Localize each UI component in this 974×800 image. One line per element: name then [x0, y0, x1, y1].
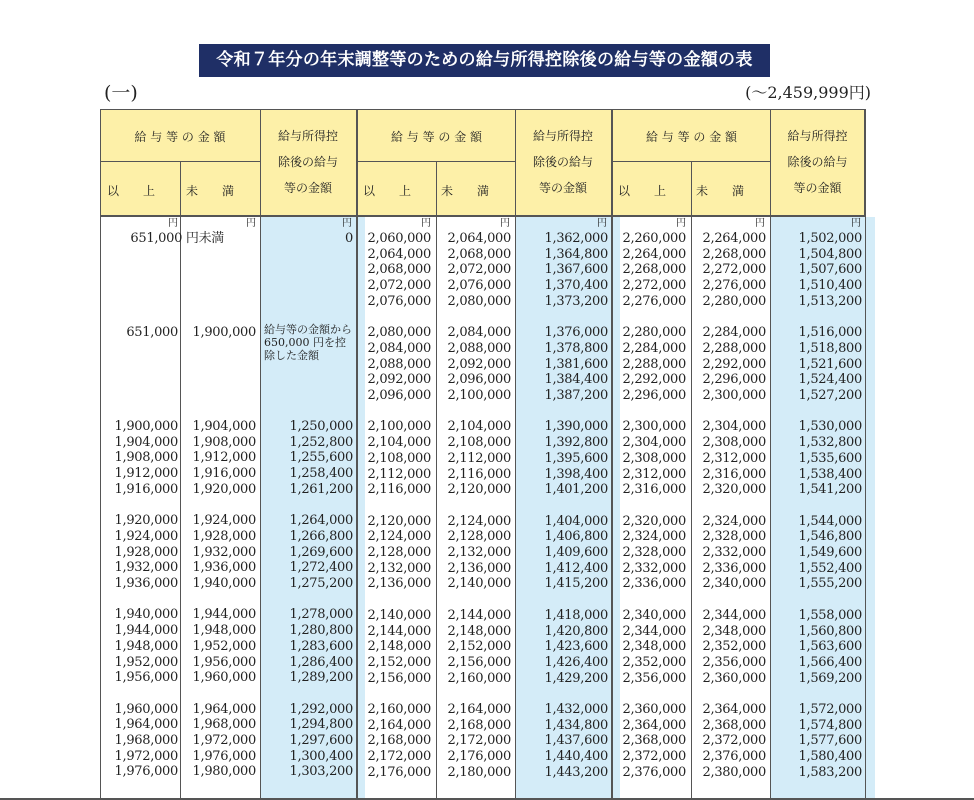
table-cell-to: 2,176,000 [447, 749, 511, 765]
table-cell-to: 2,068,000 [447, 246, 511, 262]
table-cell-to: 2,144,000 [447, 607, 511, 623]
table-cell-from: 2,112,000 [367, 466, 431, 482]
table-cell-amount: 1,409,600 [544, 545, 608, 560]
table-cell-amount: 1,423,600 [544, 639, 608, 655]
table-cell-from: 2,304,000 [622, 435, 686, 451]
table-cell-amount: 1,502,000 [798, 231, 862, 246]
table-cell-amount: 1,577,600 [798, 733, 862, 749]
table-cell-from: 2,072,000 [367, 278, 431, 294]
table-cell-from: 2,368,000 [622, 733, 686, 749]
table-cell-to: 2,128,000 [447, 529, 511, 545]
table-cell-from: 2,280,000 [622, 325, 686, 341]
table-cell-to: 2,088,000 [447, 340, 511, 356]
table-cell-from: 2,140,000 [367, 607, 431, 623]
second-row-to: 1,900,000 [192, 325, 256, 340]
table-cell-amount: 1,289,200 [289, 670, 353, 686]
table-cell-from: 2,348,000 [622, 639, 686, 655]
table-cell-amount: 1,392,800 [544, 435, 608, 451]
table-right-border [865, 109, 866, 800]
table-cell-from: 2,096,000 [367, 388, 431, 403]
table-cell-amount: 1,373,200 [544, 293, 608, 309]
table-cell-from: 2,372,000 [622, 749, 686, 765]
table-cell-amount: 1,367,600 [544, 262, 608, 278]
table-cell-amount: 1,362,000 [544, 231, 608, 246]
table-cell-to: 2,308,000 [702, 435, 766, 451]
table-cell-amount: 1,303,200 [289, 764, 353, 780]
table-cell-to: 2,116,000 [447, 466, 511, 482]
table-cell-to: 1,964,000 [192, 701, 256, 717]
table-cell-amount: 1,250,000 [289, 419, 353, 434]
table-cell-to: 2,072,000 [447, 262, 511, 278]
table-cell-from: 1,916,000 [114, 481, 178, 497]
table-cell-to: 1,932,000 [192, 544, 256, 560]
table-cell-from: 2,320,000 [622, 513, 686, 529]
table-cell-amount: 1,535,600 [798, 450, 862, 466]
table-cell-to: 2,164,000 [447, 702, 511, 717]
table-cell-amount: 1,300,400 [289, 748, 353, 764]
table-cell-to: 2,168,000 [447, 717, 511, 733]
table-cell-to: 2,140,000 [447, 576, 511, 592]
table-cell-from: 1,900,000 [114, 419, 178, 434]
header-to: 未 満 [186, 184, 235, 198]
table-cell-to: 1,980,000 [192, 764, 256, 780]
table-cell-from: 2,092,000 [367, 372, 431, 388]
table-cell-from: 2,316,000 [622, 482, 686, 498]
table-cell-to: 2,272,000 [702, 262, 766, 278]
page-title: 令和７年分の年末調整等のための給与所得控除後の給与等の金額の表 [199, 44, 770, 77]
table-cell-amount: 1,541,200 [798, 482, 862, 498]
table-cell-from: 2,160,000 [367, 702, 431, 717]
yen-unit: 円 [421, 218, 431, 229]
table-cell-from: 1,956,000 [114, 670, 178, 686]
table-cell-from: 2,104,000 [367, 435, 431, 451]
table-cell-from: 1,928,000 [114, 544, 178, 560]
table-cell-amount: 1,437,600 [544, 733, 608, 749]
table-cell-to: 1,976,000 [192, 748, 256, 764]
table-cell-amount: 1,432,000 [544, 702, 608, 717]
table-cell-to: 2,332,000 [702, 545, 766, 560]
table-cell-to: 1,956,000 [192, 654, 256, 670]
header-from: 以 上 [107, 184, 156, 198]
table-cell-to: 2,344,000 [702, 607, 766, 623]
table-cell-amount: 1,258,400 [289, 466, 353, 482]
table-cell-amount: 1,387,200 [544, 388, 608, 403]
table-cell-from: 2,272,000 [622, 278, 686, 294]
table-cell-amount: 1,364,800 [544, 246, 608, 262]
table-cell-to: 2,156,000 [447, 654, 511, 670]
table-cell-to: 2,328,000 [702, 529, 766, 545]
table-cell-to: 1,928,000 [192, 528, 256, 544]
table-cell-to: 2,368,000 [702, 717, 766, 733]
table-cell-from: 2,332,000 [622, 560, 686, 576]
table-cell-to: 2,372,000 [702, 733, 766, 749]
table-cell-from: 1,952,000 [114, 654, 178, 670]
table-cell-amount: 1,434,800 [544, 717, 608, 733]
header-deduction-line: 等の金額 [283, 181, 332, 195]
table-cell-amount: 1,563,600 [798, 639, 862, 655]
table-cell-amount: 1,538,400 [798, 466, 862, 482]
table-cell-to: 2,312,000 [702, 450, 766, 466]
table-cell-amount: 1,583,200 [798, 764, 862, 780]
table-cell-amount: 1,390,000 [544, 419, 608, 435]
table-cell-from: 1,944,000 [114, 623, 178, 639]
second-row-from: 651,000 [126, 325, 178, 340]
table-cell-to: 1,948,000 [192, 623, 256, 639]
table-cell-amount: 1,507,600 [798, 262, 862, 278]
table-cell-to: 2,132,000 [447, 545, 511, 560]
header-to: 未 満 [696, 184, 745, 198]
table-cell-amount: 1,560,800 [798, 623, 862, 639]
header-deduction-line: 給与所得控 [787, 129, 848, 143]
table-cell-from: 2,340,000 [622, 607, 686, 623]
header-deduction [770, 123, 865, 201]
table-cell-from: 1,904,000 [114, 434, 178, 450]
table-cell-to: 2,172,000 [447, 733, 511, 749]
table-cell-to: 2,288,000 [702, 340, 766, 356]
table-cell-from: 2,136,000 [367, 576, 431, 592]
table-cell-amount: 1,415,200 [544, 576, 608, 592]
table-cell-amount: 1,558,000 [798, 607, 862, 623]
table-cell-from: 2,148,000 [367, 639, 431, 655]
table-cell-from: 1,912,000 [114, 466, 178, 482]
table-cell-amount: 1,572,000 [798, 702, 862, 717]
table-cell-to: 2,084,000 [447, 325, 511, 341]
table-cell-to: 2,104,000 [447, 419, 511, 435]
table-cell-to: 2,336,000 [702, 560, 766, 576]
table-cell-to: 2,124,000 [447, 513, 511, 529]
table-range-label: (〜2,459,999円) [745, 83, 871, 102]
table-cell-from: 2,268,000 [622, 262, 686, 278]
table-cell-from: 2,164,000 [367, 717, 431, 733]
table-cell-to: 1,968,000 [192, 717, 256, 733]
table-cell-from: 1,968,000 [114, 733, 178, 748]
table-cell-to: 2,160,000 [447, 670, 511, 686]
table-cell-to: 2,112,000 [447, 450, 511, 466]
table-cell-amount: 1,370,400 [544, 278, 608, 294]
table-cell-amount: 1,272,400 [289, 560, 353, 576]
table-cell-to: 2,136,000 [447, 560, 511, 576]
table-cell-amount: 1,555,200 [798, 576, 862, 592]
table-cell-from: 1,964,000 [114, 717, 178, 733]
table-cell-to: 1,952,000 [192, 638, 256, 654]
header-from: 以 上 [363, 184, 412, 198]
table-cell-amount: 1,574,800 [798, 717, 862, 733]
table-cell-to: 2,284,000 [702, 325, 766, 341]
table-cell-amount: 1,426,400 [544, 654, 608, 670]
table-cell-amount: 1,513,200 [798, 293, 862, 309]
table-cell-amount: 1,510,400 [798, 278, 862, 294]
table-cell-to: 2,376,000 [702, 749, 766, 765]
table-cell-from: 2,068,000 [367, 262, 431, 278]
first-row-range: 651,000 円未満 [130, 231, 224, 246]
table-cell-from: 2,260,000 [622, 231, 686, 246]
table-cell-amount: 1,275,200 [289, 576, 353, 591]
table-cell-from: 2,100,000 [367, 419, 431, 435]
table-cell-amount: 1,280,800 [289, 623, 353, 639]
table-cell-from: 1,948,000 [114, 638, 178, 654]
table-cell-from: 2,324,000 [622, 529, 686, 545]
yen-unit: 円 [342, 218, 352, 229]
table-cell-amount: 1,549,600 [798, 545, 862, 560]
table-cell-to: 2,280,000 [702, 293, 766, 309]
table-cell-to: 1,944,000 [192, 607, 256, 623]
table-cell-amount: 1,440,400 [544, 749, 608, 765]
table-cell-to: 2,276,000 [702, 278, 766, 294]
table-cell-from: 1,936,000 [114, 576, 178, 591]
table-cell-from: 1,932,000 [114, 560, 178, 576]
table-cell-amount: 1,420,800 [544, 623, 608, 639]
table-cell-to: 2,300,000 [702, 388, 766, 403]
table-cell-from: 2,360,000 [622, 702, 686, 717]
table-cell-from: 2,120,000 [367, 513, 431, 529]
table-cell-from: 2,076,000 [367, 293, 431, 309]
table-cell-from: 2,172,000 [367, 749, 431, 765]
table-cell-amount: 1,521,600 [798, 356, 862, 372]
table-cell-to: 1,936,000 [192, 560, 256, 576]
table-cell-amount: 1,266,800 [289, 528, 353, 544]
yen-unit: 円 [597, 218, 607, 229]
table-cell-amount: 1,264,000 [289, 513, 353, 529]
table-cell-from: 2,080,000 [367, 325, 431, 341]
yen-unit: 円 [851, 218, 861, 229]
table-cell-to: 1,972,000 [192, 733, 256, 748]
header-deduction-line: 除後の給与 [532, 155, 593, 169]
table-cell-to: 2,080,000 [447, 293, 511, 309]
table-cell-amount: 1,544,000 [798, 513, 862, 529]
table-cell-amount: 1,381,600 [544, 356, 608, 372]
table-cell-from: 2,264,000 [622, 246, 686, 262]
table-cell-amount: 1,530,000 [798, 419, 862, 435]
table-cell-to: 2,148,000 [447, 623, 511, 639]
table-cell-to: 1,924,000 [192, 513, 256, 529]
table-cell-to: 2,100,000 [447, 388, 511, 403]
table-cell-from: 2,312,000 [622, 466, 686, 482]
first-row-amount: 0 [345, 231, 353, 246]
header-deduction-line: 等の金額 [793, 181, 842, 195]
table-cell-amount: 1,283,600 [289, 638, 353, 654]
table-cell-from: 2,132,000 [367, 560, 431, 576]
table-cell-from: 2,288,000 [622, 356, 686, 372]
header-deduction-line: 除後の給与 [277, 155, 338, 169]
deduction-formula-note: 給与等の金額から 650,000 円を控除した金額 [264, 323, 352, 362]
table-cell-amount: 1,418,000 [544, 607, 608, 623]
table-cell-to: 2,380,000 [702, 764, 766, 780]
header-salary: 給 与 等 の 金 額 [390, 130, 483, 144]
yen-unit: 円 [500, 218, 510, 229]
table-cell-to: 2,320,000 [702, 482, 766, 498]
table-cell-from: 2,144,000 [367, 623, 431, 639]
table-cell-amount: 1,255,600 [289, 450, 353, 466]
table-header-background [100, 109, 865, 217]
table-cell-amount: 1,532,800 [798, 435, 862, 451]
header-salary: 給 与 等 の 金 額 [134, 130, 226, 144]
header-to: 未 満 [441, 184, 490, 198]
table-cell-from: 1,920,000 [114, 513, 178, 529]
header-salary: 給 与 等 の 金 額 [645, 130, 738, 144]
table-cell-amount: 1,443,200 [544, 764, 608, 780]
table-cell-amount: 1,566,400 [798, 654, 862, 670]
table-cell-from: 1,972,000 [114, 748, 178, 764]
table-cell-amount: 1,524,400 [798, 372, 862, 388]
table-cell-from: 2,284,000 [622, 340, 686, 356]
table-cell-from: 2,064,000 [367, 246, 431, 262]
table-cell-from: 2,300,000 [622, 419, 686, 435]
table-cell-to: 1,920,000 [192, 481, 256, 497]
table-cell-to: 2,364,000 [702, 702, 766, 717]
table-cell-to: 2,356,000 [702, 654, 766, 670]
table-cell-from: 2,176,000 [367, 764, 431, 780]
table-cell-from: 2,152,000 [367, 654, 431, 670]
table-cell-from: 2,084,000 [367, 340, 431, 356]
header-deduction-line: 等の金額 [538, 181, 587, 195]
table-cell-to: 2,152,000 [447, 639, 511, 655]
table-cell-to: 2,352,000 [702, 639, 766, 655]
table-cell-amount: 1,384,400 [544, 372, 608, 388]
table-cell-from: 2,336,000 [622, 576, 686, 592]
table-cell-amount: 1,376,000 [544, 325, 608, 341]
table-cell-from: 1,908,000 [114, 450, 178, 466]
table-cell-from: 1,940,000 [114, 607, 178, 623]
table-cell-to: 2,264,000 [702, 231, 766, 246]
table-cell-to: 2,120,000 [447, 482, 511, 498]
table-section-label: (一) [104, 82, 138, 104]
table-cell-to: 2,064,000 [447, 231, 511, 246]
table-cell-from: 2,088,000 [367, 356, 431, 372]
table-cell-to: 1,916,000 [192, 466, 256, 482]
table-cell-to: 2,340,000 [702, 576, 766, 592]
yen-unit: 円 [676, 218, 686, 229]
table-cell-from: 2,128,000 [367, 545, 431, 560]
table-cell-to: 2,324,000 [702, 513, 766, 529]
table-cell-from: 2,356,000 [622, 670, 686, 686]
table-cell-to: 2,180,000 [447, 764, 511, 780]
table-cell-amount: 1,504,800 [798, 246, 862, 262]
yen-unit: 円 [755, 218, 765, 229]
table-cell-from: 1,924,000 [114, 528, 178, 544]
table-cell-to: 2,292,000 [702, 356, 766, 372]
header-deduction [260, 123, 356, 201]
header-deduction [515, 123, 611, 201]
header-from: 以 上 [618, 184, 667, 198]
table-cell-from: 2,376,000 [622, 764, 686, 780]
table-cell-from: 2,276,000 [622, 293, 686, 309]
table-cell-to: 2,316,000 [702, 466, 766, 482]
table-cell-from: 2,108,000 [367, 450, 431, 466]
yen-unit: 円 [168, 218, 178, 229]
table-cell-amount: 1,406,800 [544, 529, 608, 545]
table-cell-amount: 1,404,000 [544, 513, 608, 529]
table-cell-from: 2,060,000 [367, 231, 431, 246]
table-cell-amount: 1,401,200 [544, 482, 608, 498]
table-cell-from: 2,352,000 [622, 654, 686, 670]
table-cell-amount: 1,395,600 [544, 450, 608, 466]
table-cell-to: 2,076,000 [447, 278, 511, 294]
table-cell-amount: 1,398,400 [544, 466, 608, 482]
table-cell-amount: 1,516,000 [798, 325, 862, 341]
table-cell-amount: 1,269,600 [289, 544, 353, 560]
table-cell-amount: 1,527,200 [798, 388, 862, 403]
table-cell-to: 1,940,000 [192, 576, 256, 591]
table-cell-amount: 1,429,200 [544, 670, 608, 686]
table-cell-amount: 1,261,200 [289, 481, 353, 497]
table-cell-to: 2,108,000 [447, 435, 511, 451]
table-cell-from: 2,364,000 [622, 717, 686, 733]
yen-unit: 円 [246, 218, 256, 229]
table-cell-from: 1,960,000 [114, 701, 178, 717]
table-cell-from: 2,296,000 [622, 388, 686, 403]
table-cell-amount: 1,378,800 [544, 340, 608, 356]
table-cell-amount: 1,546,800 [798, 529, 862, 545]
table-cell-to: 2,304,000 [702, 419, 766, 435]
table-cell-amount: 1,294,800 [289, 717, 353, 733]
table-cell-from: 2,292,000 [622, 372, 686, 388]
table-cell-amount: 1,292,000 [289, 701, 353, 717]
table-cell-amount: 1,552,400 [798, 560, 862, 576]
table-cell-from: 1,976,000 [114, 764, 178, 780]
table-cell-to: 1,960,000 [192, 670, 256, 686]
table-cell-to: 1,904,000 [192, 419, 256, 434]
table-cell-to: 2,348,000 [702, 623, 766, 639]
table-cell-from: 2,116,000 [367, 482, 431, 498]
header-deduction-line: 給与所得控 [532, 129, 593, 143]
table-cell-to: 1,908,000 [192, 434, 256, 450]
table-cell-from: 2,156,000 [367, 670, 431, 686]
table-cell-from: 2,168,000 [367, 733, 431, 749]
table-cell-amount: 1,252,800 [289, 434, 353, 450]
table-cell-amount: 1,412,400 [544, 560, 608, 576]
table-cell-amount: 1,297,600 [289, 733, 353, 748]
table-cell-amount: 1,580,400 [798, 749, 862, 765]
table-cell-to: 2,096,000 [447, 372, 511, 388]
table-cell-from: 2,328,000 [622, 545, 686, 560]
header-deduction-line: 除後の給与 [787, 155, 848, 169]
table-cell-to: 2,268,000 [702, 246, 766, 262]
table-cell-to: 2,296,000 [702, 372, 766, 388]
table-cell-from: 2,308,000 [622, 450, 686, 466]
table-cell-to: 2,360,000 [702, 670, 766, 686]
table-cell-amount: 1,518,800 [798, 340, 862, 356]
table-cell-amount: 1,286,400 [289, 654, 353, 670]
header-deduction-line: 給与所得控 [277, 129, 338, 143]
table-cell-amount: 1,278,000 [289, 607, 353, 623]
table-cell-to: 2,092,000 [447, 356, 511, 372]
table-cell-from: 2,344,000 [622, 623, 686, 639]
table-cell-to: 1,912,000 [192, 450, 256, 466]
table-cell-from: 2,124,000 [367, 529, 431, 545]
table-cell-amount: 1,569,200 [798, 670, 862, 686]
